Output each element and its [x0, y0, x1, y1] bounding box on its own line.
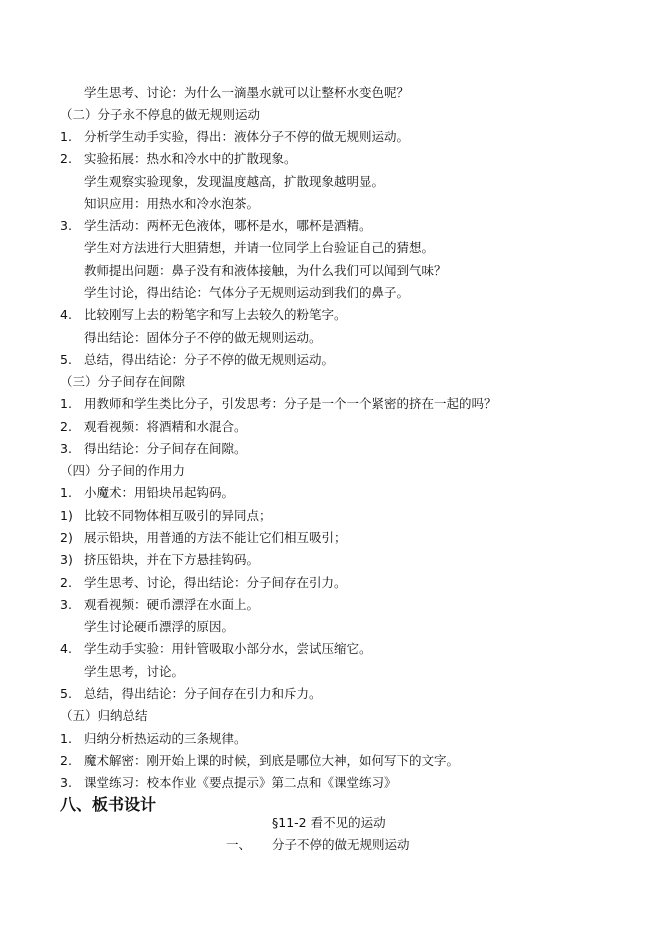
list-item: 比较不同物体相互吸引的异同点；	[84, 508, 272, 523]
list-item: 展示铅块，用普通的方法不能让它们相互吸引；	[84, 530, 347, 545]
list-number: 1.	[60, 485, 72, 500]
list-number: 5.	[60, 352, 72, 367]
board-item-text: 分子不停的做无规则运动	[272, 837, 410, 852]
list-number: 1.	[60, 396, 72, 411]
body-line: 学生观察实验现象，发现温度越高，扩散现象越明显。	[84, 174, 385, 189]
list-number: 3.	[60, 597, 72, 612]
subsection-heading: （三）分子间存在间隙	[60, 374, 186, 389]
list-number: 3.	[60, 218, 72, 233]
list-number: 1.	[60, 129, 72, 144]
list-item: 观看视频：硬币漂浮在水面上。	[84, 597, 260, 612]
list-number: 5.	[60, 686, 72, 701]
subsection-heading: （二）分子永不停息的做无规则运动	[60, 107, 261, 122]
list-item: 学生活动：两杯无色液体，哪杯是水，哪杯是酒精。	[84, 218, 372, 233]
list-item: 用教师和学生类比分子，引发思考：分子是一个一个紧密的挤在一起的吗？	[84, 396, 497, 411]
board-title: §11-2 看不见的运动	[272, 815, 386, 830]
list-item: 学生动手实验：用针管吸取小部分水，尝试压缩它。	[84, 641, 372, 656]
list-item: 归纳分析热运动的三条规律。	[84, 731, 247, 746]
body-line: 教师提出问题：鼻子没有和液体接触，为什么我们可以闻到气味？	[84, 263, 447, 278]
list-item: 得出结论：分子间存在间隙。	[84, 441, 247, 456]
body-line: 学生对方法进行大胆猜想，并请一位同学上台验证自己的猜想。	[84, 240, 435, 255]
body-line: 学生思考、讨论：为什么一滴墨水就可以让整杯水变色呢？	[84, 85, 410, 100]
list-number: 2.	[60, 753, 72, 768]
board-item-number: 一、	[226, 837, 252, 852]
list-item: 总结，得出结论：分子间存在引力和斥力。	[84, 686, 322, 701]
body-line: 得出结论：固体分子不停的做无规则运动。	[84, 330, 322, 345]
body-line: 学生讨论硬币漂浮的原因。	[84, 619, 235, 634]
list-number: 2.	[60, 419, 72, 434]
body-line: 知识应用：用热水和冷水泡茶。	[84, 196, 260, 211]
list-item: 课堂练习：校本作业《要点提示》第二点和《课堂练习》	[84, 775, 397, 790]
list-number: 2)	[60, 530, 73, 545]
list-item: 比较刚写上去的粉笔字和写上去较久的粉笔字。	[84, 307, 347, 322]
body-line: 学生思考，讨论。	[84, 664, 185, 679]
list-number: 3.	[60, 441, 72, 456]
list-number: 2.	[60, 575, 72, 590]
list-number: 1.	[60, 731, 72, 746]
list-number: 2.	[60, 151, 72, 166]
list-item: 分析学生动手实验，得出：液体分子不停的做无规则运动。	[84, 129, 410, 144]
subsection-heading: （五）归纳总结	[60, 708, 148, 723]
list-number: 1)	[60, 508, 73, 523]
list-item: 小魔术：用铅块吊起钩码。	[84, 485, 235, 500]
subsection-heading: （四）分子间的作用力	[60, 463, 186, 478]
list-number: 3)	[60, 552, 73, 567]
list-number: 3.	[60, 775, 72, 790]
list-item: 学生思考、讨论，得出结论：分子间存在引力。	[84, 575, 347, 590]
list-item: 观看视频：将酒精和水混合。	[84, 419, 247, 434]
list-item: 魔术解密：刚开始上课的时候，到底是哪位大神，如何写下的文字。	[84, 753, 460, 768]
list-item: 挤压铅块，并在下方悬挂钩码。	[84, 552, 260, 567]
list-item: 实验拓展：热水和冷水中的扩散现象。	[84, 151, 297, 166]
list-number: 4.	[60, 641, 72, 656]
list-number: 4.	[60, 307, 72, 322]
list-item: 总结，得出结论：分子不停的做无规则运动。	[84, 352, 335, 367]
section-heading: 八、板书设计	[60, 795, 157, 814]
body-line: 学生讨论，得出结论：气体分子无规则运动到我们的鼻子。	[84, 285, 410, 300]
